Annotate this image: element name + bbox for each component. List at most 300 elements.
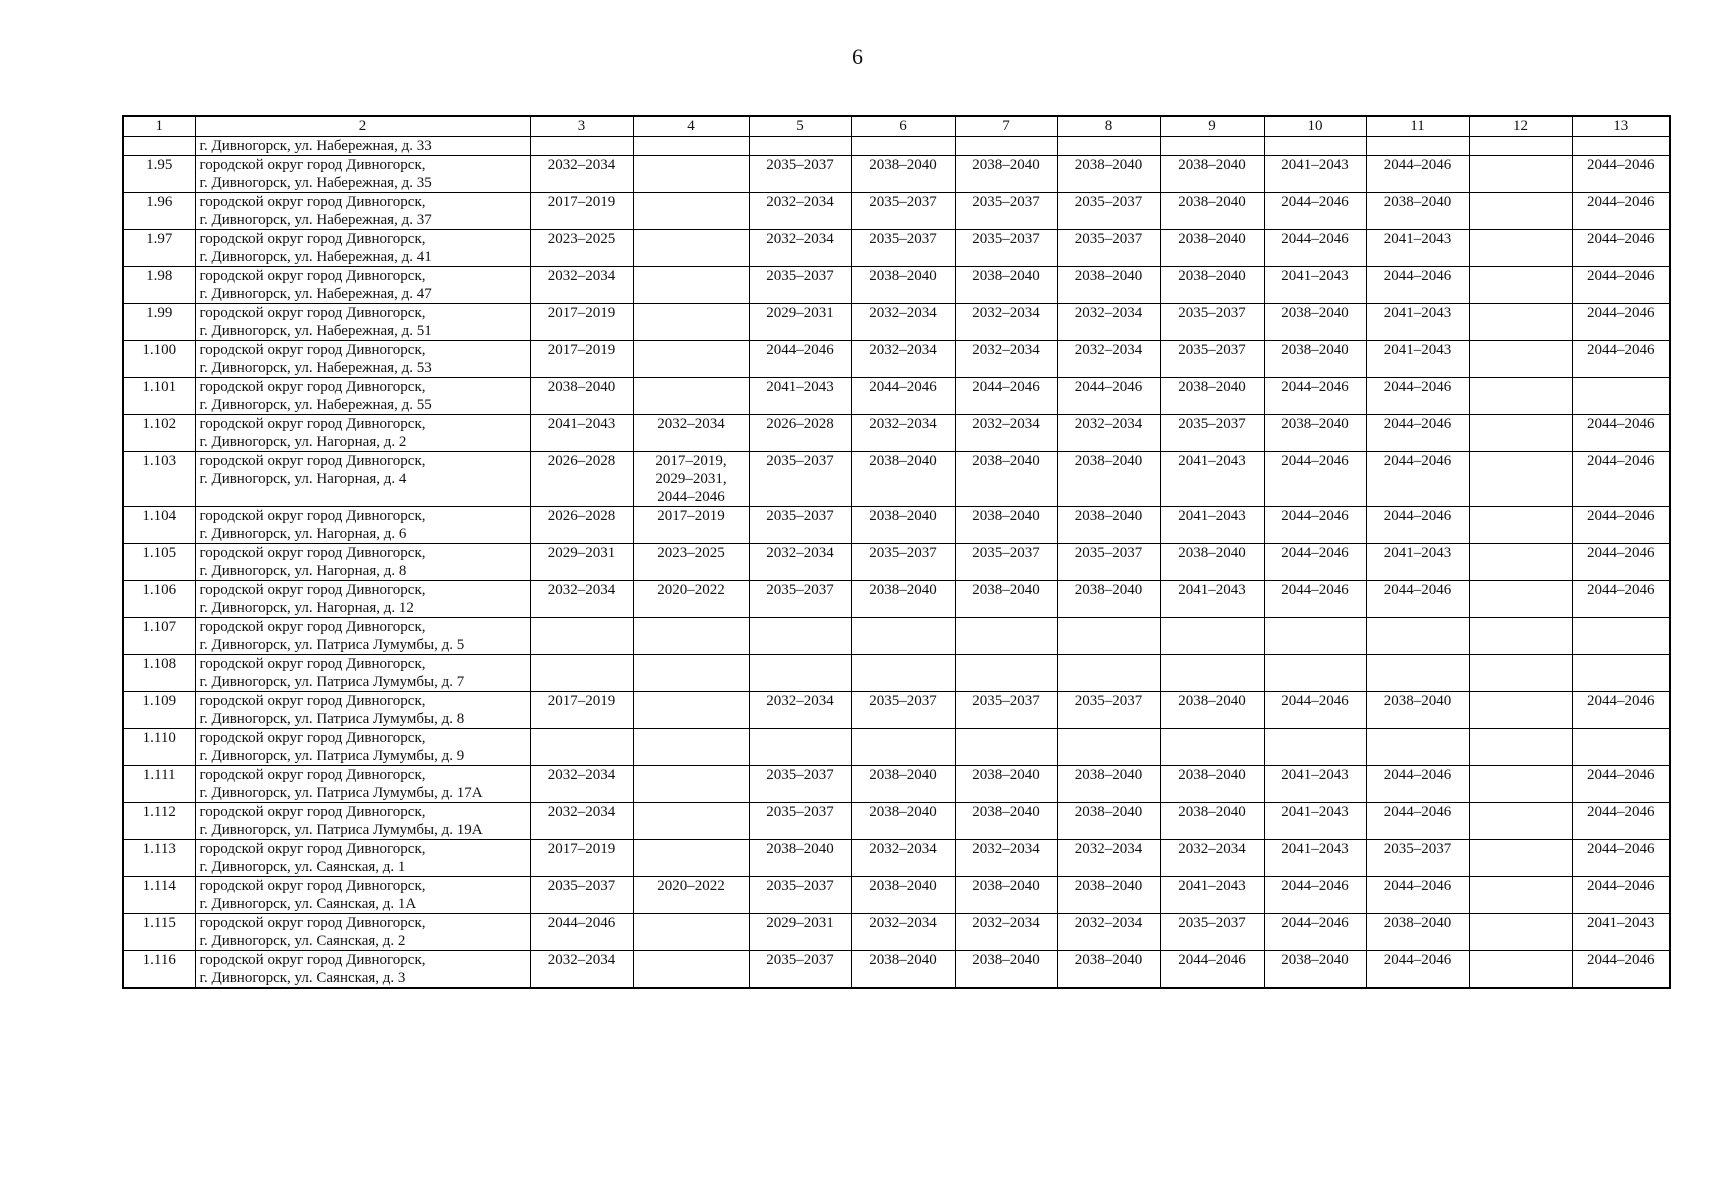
period-cell: 2035–2037 bbox=[749, 581, 851, 618]
period-cell: 2044–2046 bbox=[1366, 507, 1469, 544]
period-cell: 2038–2040 bbox=[1057, 581, 1160, 618]
row-number-cell: 1.98 bbox=[123, 267, 195, 304]
period-cell: 2038–2040 bbox=[1160, 544, 1264, 581]
period-cell: 2044–2046 bbox=[1572, 267, 1670, 304]
period-cell bbox=[749, 618, 851, 655]
period-cell bbox=[633, 803, 749, 840]
period-cell: 2038–2040 bbox=[1366, 914, 1469, 951]
period-cell: 2032–2034 bbox=[851, 840, 955, 877]
period-cell: 2038–2040 bbox=[1264, 415, 1366, 452]
table-row bbox=[123, 729, 1670, 766]
period-cell bbox=[633, 692, 749, 729]
period-cell: 2032–2034 bbox=[1057, 304, 1160, 341]
period-cell bbox=[1469, 914, 1572, 951]
period-cell: 2020–2022 bbox=[633, 581, 749, 618]
period-cell bbox=[1469, 341, 1572, 378]
period-cell bbox=[1264, 655, 1366, 692]
period-cell: 2032–2034 bbox=[955, 415, 1057, 452]
period-cell bbox=[633, 304, 749, 341]
period-cell bbox=[1469, 304, 1572, 341]
period-cell: 2044–2046 bbox=[1572, 951, 1670, 989]
period-cell bbox=[1469, 267, 1572, 304]
period-cell bbox=[633, 267, 749, 304]
period-cell: 2035–2037 bbox=[1160, 304, 1264, 341]
period-cell bbox=[1160, 618, 1264, 655]
period-cell bbox=[1469, 507, 1572, 544]
period-cell bbox=[1469, 803, 1572, 840]
period-cell: 2038–2040 bbox=[955, 267, 1057, 304]
period-cell: 2038–2040 bbox=[851, 803, 955, 840]
period-cell: 2035–2037 bbox=[1160, 415, 1264, 452]
period-cell bbox=[1469, 378, 1572, 415]
period-cell: 2035–2037 bbox=[749, 507, 851, 544]
row-number-cell: 1.104 bbox=[123, 507, 195, 544]
address-cell: городской округ город Дивногорск, г. Дивногорск, ул. Набережная, д. 51 bbox=[195, 304, 530, 341]
period-cell: 2038–2040 bbox=[851, 267, 955, 304]
period-cell: 2044–2046 bbox=[749, 341, 851, 378]
period-cell: 2038–2040 bbox=[955, 581, 1057, 618]
address-cell: городской округ город Дивногорск, г. Дивногорск, ул. Саянская, д. 3 bbox=[195, 951, 530, 989]
address-cell: городской округ город Дивногорск, г. Дивногорск, ул. Патриса Лумумбы, д. 19А bbox=[195, 803, 530, 840]
row-number-cell: 1.95 bbox=[123, 156, 195, 193]
period-cell: 2026–2028 bbox=[530, 507, 633, 544]
column-header: 8 bbox=[1057, 116, 1160, 137]
period-cell: 2044–2046 bbox=[1572, 230, 1670, 267]
period-cell: 2038–2040 bbox=[955, 766, 1057, 803]
period-cell: 2038–2040 bbox=[1057, 507, 1160, 544]
period-cell bbox=[530, 729, 633, 766]
period-cell: 2038–2040 bbox=[1057, 766, 1160, 803]
period-cell: 2041–2043 bbox=[1160, 452, 1264, 507]
period-cell: 2032–2034 bbox=[1057, 415, 1160, 452]
period-cell: 2038–2040 bbox=[749, 840, 851, 877]
period-cell: 2044–2046 bbox=[1264, 544, 1366, 581]
period-cell: 2035–2037 bbox=[851, 193, 955, 230]
period-cell: 2041–2043 bbox=[1160, 581, 1264, 618]
table-row bbox=[123, 544, 1670, 581]
table-row bbox=[123, 581, 1670, 618]
row-number-cell: 1.109 bbox=[123, 692, 195, 729]
period-cell: 2044–2046 bbox=[1572, 341, 1670, 378]
period-cell: 2017–2019 bbox=[633, 507, 749, 544]
period-cell: 2017–2019 bbox=[530, 193, 633, 230]
period-cell: 2035–2037 bbox=[955, 692, 1057, 729]
period-cell: 2038–2040 bbox=[955, 803, 1057, 840]
period-cell: 2032–2034 bbox=[851, 341, 955, 378]
period-cell: 2035–2037 bbox=[749, 877, 851, 914]
period-cell: 2032–2034 bbox=[749, 230, 851, 267]
period-cell: 2044–2046 bbox=[1572, 156, 1670, 193]
period-cell bbox=[1160, 655, 1264, 692]
period-cell: 2035–2037 bbox=[1160, 341, 1264, 378]
period-cell: 2044–2046 bbox=[1572, 304, 1670, 341]
period-cell: 2044–2046 bbox=[1366, 766, 1469, 803]
period-cell bbox=[1366, 729, 1469, 766]
period-cell bbox=[1264, 137, 1366, 156]
address-cell: городской округ город Дивногорск, г. Дивногорск, ул. Нагорная, д. 2 bbox=[195, 415, 530, 452]
column-header: 2 bbox=[195, 116, 530, 137]
period-cell: 2038–2040 bbox=[955, 452, 1057, 507]
table-row bbox=[123, 914, 1670, 951]
table-row bbox=[123, 193, 1670, 230]
period-cell: 2035–2037 bbox=[1160, 914, 1264, 951]
period-cell: 2038–2040 bbox=[1057, 452, 1160, 507]
period-cell: 2044–2046 bbox=[1366, 951, 1469, 989]
period-cell bbox=[851, 655, 955, 692]
period-cell: 2032–2034 bbox=[1057, 341, 1160, 378]
period-cell: 2044–2046 bbox=[1264, 230, 1366, 267]
period-cell bbox=[633, 729, 749, 766]
period-cell: 2035–2037 bbox=[1366, 840, 1469, 877]
period-cell: 2023–2025 bbox=[530, 230, 633, 267]
period-cell bbox=[1572, 618, 1670, 655]
period-cell: 2038–2040 bbox=[955, 877, 1057, 914]
row-number-cell: 1.105 bbox=[123, 544, 195, 581]
period-cell: 2044–2046 bbox=[1572, 415, 1670, 452]
period-cell: 2032–2034 bbox=[955, 840, 1057, 877]
period-cell bbox=[633, 137, 749, 156]
period-cell: 2038–2040 bbox=[1160, 803, 1264, 840]
table-row bbox=[123, 803, 1670, 840]
period-cell: 2038–2040 bbox=[1160, 230, 1264, 267]
period-cell: 2032–2034 bbox=[955, 341, 1057, 378]
table-row bbox=[123, 452, 1670, 507]
period-cell: 2032–2034 bbox=[1057, 840, 1160, 877]
column-header: 7 bbox=[955, 116, 1057, 137]
address-cell: городской округ город Дивногорск, г. Дивногорск, ул. Патриса Лумумбы, д. 8 bbox=[195, 692, 530, 729]
row-number-cell: 1.108 bbox=[123, 655, 195, 692]
period-cell bbox=[1057, 137, 1160, 156]
row-number-cell: 1.114 bbox=[123, 877, 195, 914]
period-cell bbox=[1469, 230, 1572, 267]
table-body bbox=[123, 137, 1670, 989]
period-cell: 2044–2046 bbox=[1572, 452, 1670, 507]
period-cell bbox=[633, 341, 749, 378]
period-cell bbox=[1469, 692, 1572, 729]
table-row bbox=[123, 655, 1670, 692]
period-cell bbox=[530, 137, 633, 156]
row-number-cell: 1.106 bbox=[123, 581, 195, 618]
period-cell bbox=[1469, 655, 1572, 692]
period-cell: 2041–2043 bbox=[1160, 507, 1264, 544]
row-number-cell: 1.110 bbox=[123, 729, 195, 766]
period-cell: 2044–2046 bbox=[1264, 914, 1366, 951]
address-cell: г. Дивногорск, ул. Набережная, д. 33 bbox=[195, 137, 530, 156]
period-cell: 2017–2019 bbox=[530, 840, 633, 877]
table-row bbox=[123, 267, 1670, 304]
period-cell bbox=[1572, 729, 1670, 766]
table-row bbox=[123, 341, 1670, 378]
address-cell: городской округ город Дивногорск, г. Дивногорск, ул. Набережная, д. 37 bbox=[195, 193, 530, 230]
period-cell: 2032–2034 bbox=[851, 304, 955, 341]
period-cell: 2044–2046 bbox=[1264, 692, 1366, 729]
period-cell bbox=[1057, 618, 1160, 655]
table-row bbox=[123, 230, 1670, 267]
period-cell: 2044–2046 bbox=[1160, 951, 1264, 989]
housing-schedule-table bbox=[122, 115, 1671, 989]
period-cell: 2038–2040 bbox=[851, 877, 955, 914]
period-cell bbox=[851, 729, 955, 766]
period-cell bbox=[955, 655, 1057, 692]
period-cell bbox=[1572, 655, 1670, 692]
period-cell bbox=[1469, 452, 1572, 507]
address-cell: городской округ город Дивногорск, г. Дивногорск, ул. Набережная, д. 53 bbox=[195, 341, 530, 378]
column-header: 6 bbox=[851, 116, 955, 137]
period-cell: 2038–2040 bbox=[1057, 951, 1160, 989]
row-number-cell: 1.100 bbox=[123, 341, 195, 378]
period-cell: 2038–2040 bbox=[1057, 267, 1160, 304]
period-cell: 2032–2034 bbox=[955, 914, 1057, 951]
period-cell: 2020–2022 bbox=[633, 877, 749, 914]
period-cell: 2044–2046 bbox=[1572, 803, 1670, 840]
period-cell: 2032–2034 bbox=[749, 692, 851, 729]
period-cell bbox=[955, 729, 1057, 766]
period-cell bbox=[1469, 951, 1572, 989]
period-cell bbox=[749, 729, 851, 766]
period-cell bbox=[633, 156, 749, 193]
period-cell: 2038–2040 bbox=[955, 156, 1057, 193]
period-cell: 2041–2043 bbox=[1366, 544, 1469, 581]
period-cell: 2035–2037 bbox=[749, 951, 851, 989]
period-cell bbox=[633, 914, 749, 951]
period-cell: 2035–2037 bbox=[749, 267, 851, 304]
period-cell: 2035–2037 bbox=[955, 230, 1057, 267]
row-number-cell: 1.99 bbox=[123, 304, 195, 341]
period-cell: 2038–2040 bbox=[1160, 267, 1264, 304]
period-cell: 2032–2034 bbox=[851, 415, 955, 452]
period-cell bbox=[1264, 618, 1366, 655]
period-cell: 2044–2046 bbox=[1572, 692, 1670, 729]
period-cell: 2029–2031 bbox=[749, 914, 851, 951]
column-header: 4 bbox=[633, 116, 749, 137]
period-cell: 2044–2046 bbox=[1572, 507, 1670, 544]
period-cell: 2041–2043 bbox=[1572, 914, 1670, 951]
period-cell bbox=[1469, 544, 1572, 581]
period-cell: 2041–2043 bbox=[1366, 341, 1469, 378]
period-cell bbox=[1469, 581, 1572, 618]
period-cell: 2038–2040 bbox=[1366, 692, 1469, 729]
table-row bbox=[123, 877, 1670, 914]
period-cell: 2044–2046 bbox=[1366, 378, 1469, 415]
period-cell: 2035–2037 bbox=[749, 156, 851, 193]
period-cell: 2035–2037 bbox=[1057, 193, 1160, 230]
period-cell: 2044–2046 bbox=[1366, 877, 1469, 914]
period-cell: 2038–2040 bbox=[851, 951, 955, 989]
period-cell bbox=[1160, 729, 1264, 766]
address-cell: городской округ город Дивногорск, г. Дивногорск, ул. Саянская, д. 1А bbox=[195, 877, 530, 914]
period-cell: 2044–2046 bbox=[1366, 581, 1469, 618]
period-cell: 2038–2040 bbox=[851, 581, 955, 618]
period-cell bbox=[633, 766, 749, 803]
table-row bbox=[123, 304, 1670, 341]
period-cell bbox=[1469, 766, 1572, 803]
period-cell bbox=[1469, 156, 1572, 193]
row-number-cell: 1.111 bbox=[123, 766, 195, 803]
period-cell: 2038–2040 bbox=[1160, 766, 1264, 803]
column-header: 13 bbox=[1572, 116, 1670, 137]
period-cell bbox=[1469, 729, 1572, 766]
period-cell bbox=[1469, 415, 1572, 452]
period-cell: 2041–2043 bbox=[749, 378, 851, 415]
period-cell bbox=[1469, 137, 1572, 156]
period-cell: 2038–2040 bbox=[1160, 692, 1264, 729]
period-cell bbox=[1366, 618, 1469, 655]
period-cell: 2032–2034 bbox=[749, 544, 851, 581]
address-cell: городской округ город Дивногорск, г. Дивногорск, ул. Патриса Лумумбы, д. 7 bbox=[195, 655, 530, 692]
column-header: 5 bbox=[749, 116, 851, 137]
period-cell: 2035–2037 bbox=[749, 452, 851, 507]
row-number-cell: 1.112 bbox=[123, 803, 195, 840]
address-cell: городской округ город Дивногорск, г. Дивногорск, ул. Саянская, д. 2 bbox=[195, 914, 530, 951]
row-number-cell: 1.96 bbox=[123, 193, 195, 230]
period-cell: 2035–2037 bbox=[955, 193, 1057, 230]
period-cell: 2038–2040 bbox=[1264, 341, 1366, 378]
period-cell: 2035–2037 bbox=[1057, 230, 1160, 267]
table-row bbox=[123, 415, 1670, 452]
period-cell: 2044–2046 bbox=[1572, 581, 1670, 618]
period-cell bbox=[1469, 193, 1572, 230]
column-header: 11 bbox=[1366, 116, 1469, 137]
row-number-cell: 1.115 bbox=[123, 914, 195, 951]
period-cell: 2035–2037 bbox=[749, 766, 851, 803]
period-cell: 2044–2046 bbox=[1264, 507, 1366, 544]
period-cell bbox=[1572, 137, 1670, 156]
address-cell: городской округ город Дивногорск, г. Дивногорск, ул. Нагорная, д. 8 bbox=[195, 544, 530, 581]
period-cell: 2038–2040 bbox=[1366, 193, 1469, 230]
period-cell: 2023–2025 bbox=[633, 544, 749, 581]
table-row bbox=[123, 156, 1670, 193]
period-cell: 2044–2046 bbox=[1264, 581, 1366, 618]
header-row bbox=[123, 116, 1670, 137]
period-cell: 2044–2046 bbox=[1572, 840, 1670, 877]
table-row bbox=[123, 766, 1670, 803]
period-cell bbox=[1160, 137, 1264, 156]
period-cell: 2038–2040 bbox=[851, 507, 955, 544]
period-cell: 2038–2040 bbox=[851, 156, 955, 193]
row-number-cell: 1.97 bbox=[123, 230, 195, 267]
period-cell: 2041–2043 bbox=[1264, 840, 1366, 877]
table-row bbox=[123, 692, 1670, 729]
period-cell: 2044–2046 bbox=[955, 378, 1057, 415]
period-cell: 2044–2046 bbox=[1572, 193, 1670, 230]
period-cell bbox=[851, 137, 955, 156]
period-cell: 2035–2037 bbox=[530, 877, 633, 914]
period-cell: 2044–2046 bbox=[1264, 193, 1366, 230]
period-cell bbox=[530, 618, 633, 655]
address-cell: городской округ город Дивногорск, г. Дивногорск, ул. Нагорная, д. 4 bbox=[195, 452, 530, 507]
period-cell: 2041–2043 bbox=[1264, 766, 1366, 803]
column-header: 1 bbox=[123, 116, 195, 137]
period-cell bbox=[633, 618, 749, 655]
period-cell bbox=[633, 655, 749, 692]
period-cell bbox=[851, 618, 955, 655]
period-cell bbox=[1366, 655, 1469, 692]
table-row bbox=[123, 378, 1670, 415]
page-number: 6 bbox=[852, 44, 863, 69]
period-cell bbox=[749, 137, 851, 156]
period-cell: 2032–2034 bbox=[530, 581, 633, 618]
period-cell bbox=[955, 618, 1057, 655]
period-cell: 2038–2040 bbox=[1057, 156, 1160, 193]
address-cell: городской округ город Дивногорск, г. Дивногорск, ул. Набережная, д. 55 bbox=[195, 378, 530, 415]
period-cell bbox=[633, 193, 749, 230]
period-cell: 2044–2046 bbox=[1572, 544, 1670, 581]
address-cell: городской округ город Дивногорск, г. Дивногорск, ул. Патриса Лумумбы, д. 9 bbox=[195, 729, 530, 766]
period-cell bbox=[1572, 378, 1670, 415]
period-cell: 2038–2040 bbox=[851, 766, 955, 803]
address-cell: городской округ город Дивногорск, г. Дивногорск, ул. Набережная, д. 35 bbox=[195, 156, 530, 193]
period-cell: 2032–2034 bbox=[955, 304, 1057, 341]
table-row bbox=[123, 840, 1670, 877]
table-row bbox=[123, 507, 1670, 544]
period-cell: 2038–2040 bbox=[1057, 803, 1160, 840]
period-cell: 2038–2040 bbox=[1160, 378, 1264, 415]
table-row bbox=[123, 951, 1670, 989]
period-cell: 2038–2040 bbox=[530, 378, 633, 415]
period-cell bbox=[633, 378, 749, 415]
row-number-cell: 1.103 bbox=[123, 452, 195, 507]
period-cell: 2032–2034 bbox=[1057, 914, 1160, 951]
period-cell: 2032–2034 bbox=[530, 803, 633, 840]
period-cell: 2032–2034 bbox=[851, 914, 955, 951]
period-cell: 2035–2037 bbox=[851, 544, 955, 581]
period-cell: 2038–2040 bbox=[1057, 877, 1160, 914]
address-cell: городской округ город Дивногорск, г. Дивногорск, ул. Набережная, д. 47 bbox=[195, 267, 530, 304]
period-cell: 2044–2046 bbox=[1057, 378, 1160, 415]
period-cell: 2038–2040 bbox=[851, 452, 955, 507]
period-cell bbox=[1469, 618, 1572, 655]
table-row bbox=[123, 137, 1670, 156]
row-number-cell: 1.102 bbox=[123, 415, 195, 452]
period-cell: 2044–2046 bbox=[1264, 877, 1366, 914]
period-cell: 2044–2046 bbox=[1572, 877, 1670, 914]
period-cell bbox=[1057, 729, 1160, 766]
period-cell: 2044–2046 bbox=[1264, 452, 1366, 507]
row-number-cell: 1.101 bbox=[123, 378, 195, 415]
address-cell: городской округ город Дивногорск, г. Дивногорск, ул. Набережная, д. 41 bbox=[195, 230, 530, 267]
row-number-cell: 1.107 bbox=[123, 618, 195, 655]
period-cell: 2032–2034 bbox=[530, 267, 633, 304]
period-cell: 2038–2040 bbox=[1160, 193, 1264, 230]
period-cell: 2017–2019 bbox=[530, 341, 633, 378]
period-cell: 2041–2043 bbox=[1264, 267, 1366, 304]
period-cell bbox=[1264, 729, 1366, 766]
period-cell: 2041–2043 bbox=[1366, 230, 1469, 267]
period-cell: 2044–2046 bbox=[1572, 766, 1670, 803]
period-cell: 2044–2046 bbox=[1366, 415, 1469, 452]
period-cell: 2044–2046 bbox=[1366, 267, 1469, 304]
row-number-cell: 1.116 bbox=[123, 951, 195, 989]
period-cell: 2038–2040 bbox=[955, 951, 1057, 989]
period-cell: 2017–2019, 2029–2031, 2044–2046 bbox=[633, 452, 749, 507]
period-cell: 2035–2037 bbox=[851, 230, 955, 267]
period-cell: 2041–2043 bbox=[530, 415, 633, 452]
table-header bbox=[123, 116, 1670, 137]
column-header: 10 bbox=[1264, 116, 1366, 137]
period-cell: 2044–2046 bbox=[1366, 452, 1469, 507]
period-cell: 2044–2046 bbox=[851, 378, 955, 415]
period-cell bbox=[530, 655, 633, 692]
period-cell: 2032–2034 bbox=[530, 766, 633, 803]
period-cell: 2041–2043 bbox=[1264, 156, 1366, 193]
row-number-cell: 1.113 bbox=[123, 840, 195, 877]
period-cell bbox=[1469, 840, 1572, 877]
period-cell: 2035–2037 bbox=[955, 544, 1057, 581]
address-cell: городской округ город Дивногорск, г. Дивногорск, ул. Патриса Лумумбы, д. 17А bbox=[195, 766, 530, 803]
period-cell: 2038–2040 bbox=[1160, 156, 1264, 193]
period-cell: 2035–2037 bbox=[851, 692, 955, 729]
period-cell: 2041–2043 bbox=[1264, 803, 1366, 840]
